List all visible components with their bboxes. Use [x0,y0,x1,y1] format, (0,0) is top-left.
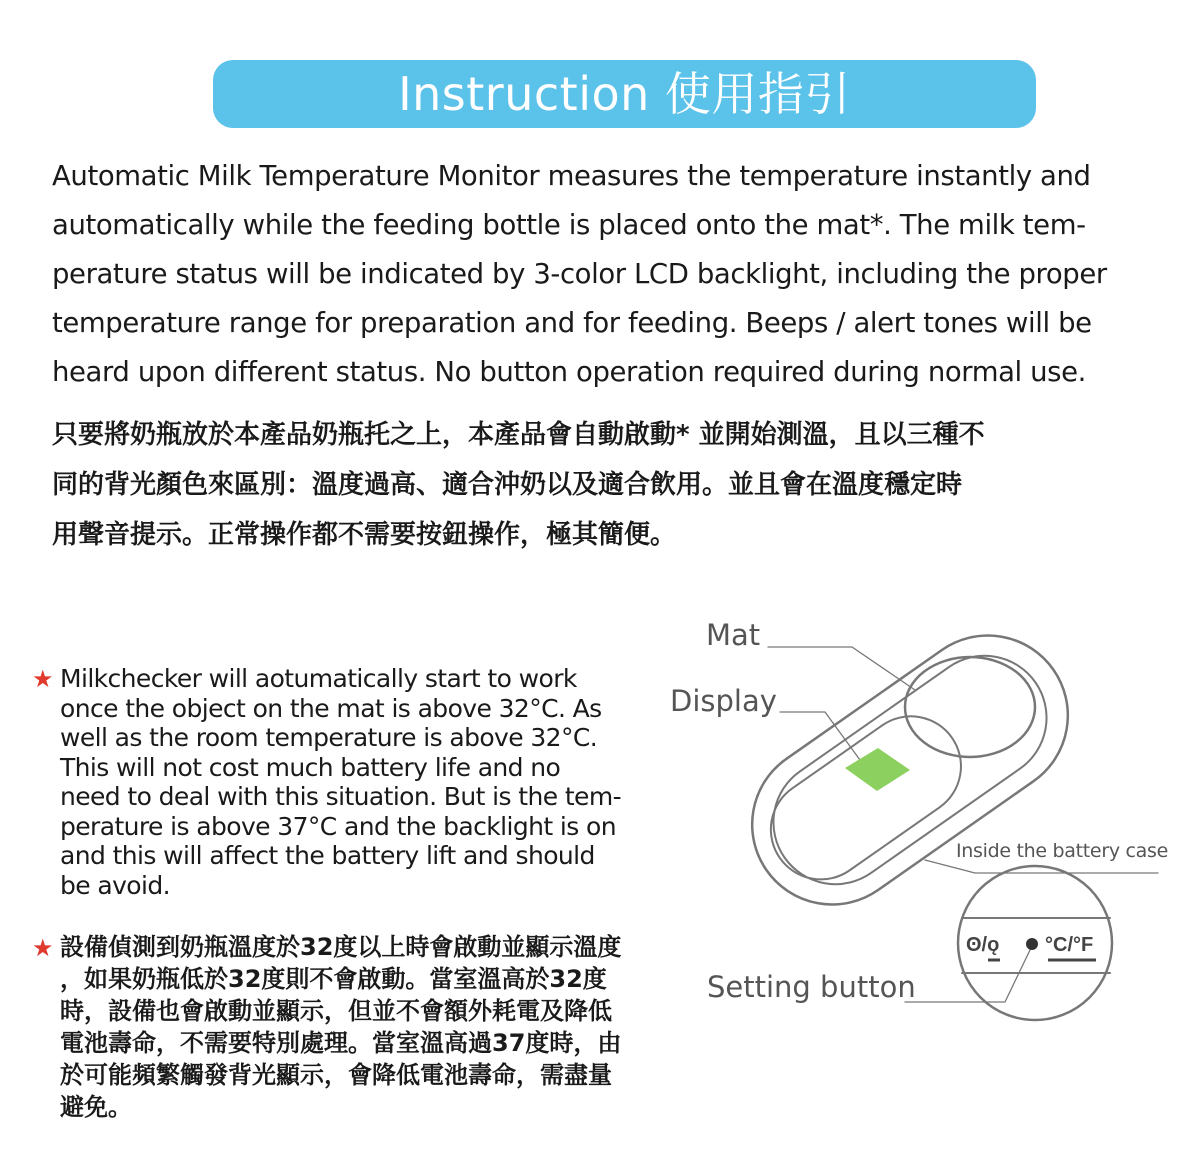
note-zh-line: 避免。 [60,1093,132,1121]
mat-circle [905,657,1035,757]
note-zh-line: 時，設備也會啟動並顯示，但並不會額外耗電及降低 [60,997,612,1025]
display-leader-line [780,712,860,760]
intro-english [52,152,1132,397]
intro-en-line: perature status will be indicated by 3-color LCD backlight, including the proper [52,258,1107,290]
note-en-line: once the object on the mat is above 32°C. As [60,693,602,723]
setting-leader-line [905,950,1030,1002]
note-en-line: Milkchecker will aotumatically start to work [60,664,577,693]
note-en-text [60,664,621,900]
intro-en-line: Automatic Milk Temperature Monitor measures the temperature instantly and [52,160,1091,192]
star-icon: ★ [32,665,54,693]
note-en-line: well as the room temperature is above 32°C. [60,723,598,752]
page-title: Instruction 使用指引 [398,67,851,121]
intro-en-line: heard upon different status. No button operation required during normal use. [52,356,1086,388]
note-zh-line: ，如果奶瓶低於32度則不會啟動。當室溫高於32度 [60,965,607,993]
unit-button-symbol: °C/°F [1045,934,1094,956]
note-zh-line: 於可能頻繁觸發背光顯示，會降低電池壽命，需盡量 [60,1061,612,1089]
battery-case-circle [958,866,1112,1020]
display-label: Display [670,684,777,718]
intro-zh-line: 同的背光顏色來區別：溫度過高、適合沖奶以及適合飲用。並且會在溫度穩定時 [52,470,963,500]
setting-button-label: Setting button [707,970,916,1004]
display-housing [751,697,980,899]
battery-case-label: Inside the battery case [956,840,1168,862]
intro-en-line: temperature range for preparation and for feeding. Beeps / alert tones will be [52,307,1092,339]
note-en-line: need to deal with this situation. But is the tem- [60,782,621,811]
note-zh-text [60,931,621,1123]
note-en-line: perature is above 37°C and the backlight is on [60,811,616,841]
note-english [32,664,652,900]
note-zh-line: 電池壽命，不需要特別處理。當室溫高過37度時，由 [60,1029,622,1057]
mat-label: Mat [706,618,761,652]
intro-chinese [52,410,1132,560]
intro-zh-line: 只要將奶瓶放於本產品奶瓶托之上，本產品會自動啟動* 並開始測溫，且以三種不 [52,420,985,450]
mat-leader-line [768,647,915,690]
lcd-display [845,748,910,791]
device-body-outline [721,604,1099,936]
note-chinese [32,931,682,1123]
title-banner [213,60,1036,128]
intro-zh-line: 用聲音提示。正常操作都不需要按鈕操作，極其簡便。 [52,520,677,550]
note-en-line: This will not cost much battery life and no [60,752,561,782]
note-en-line: be avoid. [60,870,170,900]
setting-button-dot [1026,938,1038,950]
note-en-line: and this will affect the battery lift and should [60,841,595,870]
mode-button-symbol: ʘ/ǫ [966,934,1000,956]
star-icon: ★ [32,934,54,962]
note-zh-line: 設備偵測到奶瓶溫度於32度以上時會啟動並顯示溫度 [60,933,622,961]
intro-en-line: automatically while the feeding bottle is placed onto the mat*. The milk tem- [52,209,1086,241]
